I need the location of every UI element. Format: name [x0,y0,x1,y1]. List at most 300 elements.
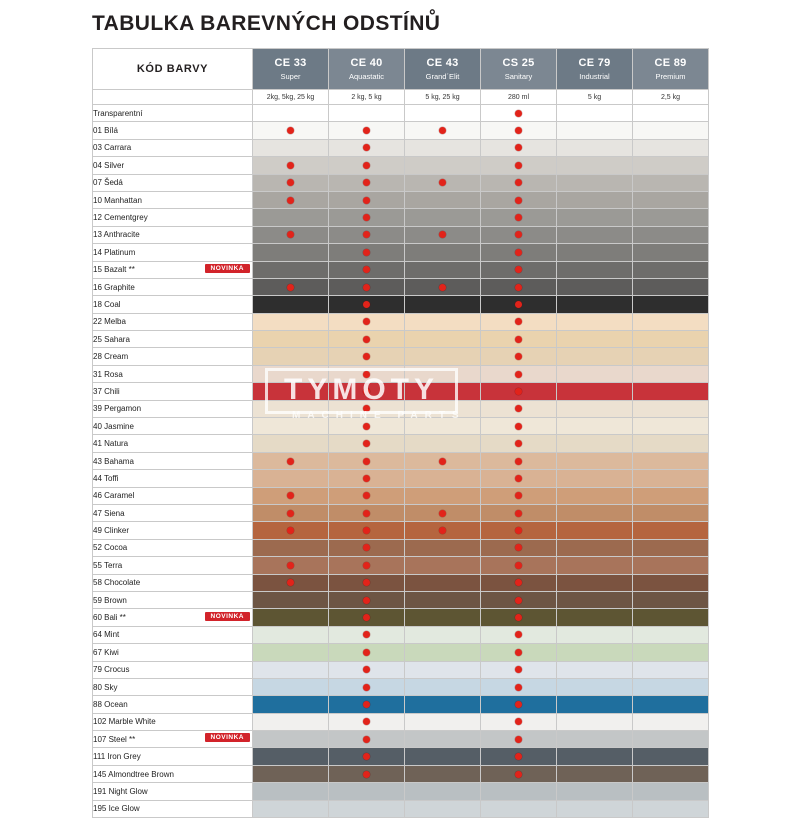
swatch-cell [557,452,633,469]
swatch-cell [633,435,709,452]
swatch-cell [329,731,405,748]
color-name-cell [93,644,253,661]
swatch-cell [253,696,329,713]
swatch-cell [253,470,329,487]
swatch-cell [253,122,329,139]
swatch-cell [329,522,405,539]
swatch-cell [253,609,329,626]
color-name-label: 03 Carrara [93,143,132,153]
table-row [93,557,709,574]
color-name-cell [93,678,253,695]
swatch-cell [329,800,405,817]
swatch-cell [557,400,633,417]
swatch-cell [557,731,633,748]
swatch-cell [329,661,405,678]
table-row [93,713,709,730]
product-code: CE 43 [426,56,459,69]
color-name-label: 39 Pergamon [93,404,142,414]
availability-dot [363,562,370,569]
swatch-cell [253,191,329,208]
swatch-cell [633,644,709,661]
header-row [93,49,709,90]
color-name-cell [93,139,253,156]
availability-dot [363,718,370,725]
table-row [93,261,709,278]
color-name-cell [93,626,253,643]
swatch-cell [329,678,405,695]
color-name-label: 31 Rosa [93,369,123,379]
color-name-cell [93,278,253,295]
swatch-cell [253,731,329,748]
swatch-cell [329,626,405,643]
color-name-cell [93,105,253,122]
color-name-cell [93,661,253,678]
availability-dot [363,179,370,186]
swatch-cell [481,331,557,348]
table-row [93,331,709,348]
swatch-cell [633,783,709,800]
swatch-cell [329,591,405,608]
swatch-cell [557,244,633,261]
availability-dot [363,144,370,151]
availability-dot [515,597,522,604]
swatch-cell [481,470,557,487]
availability-dot [287,579,294,586]
availability-dot [287,197,294,204]
color-name-label: 52 Cocoa [93,543,128,553]
swatch-cell [329,452,405,469]
swatch-cell [253,400,329,417]
availability-dot [515,666,522,673]
swatch-cell [329,557,405,574]
availability-dot [439,231,446,238]
color-name-cell [93,261,253,278]
swatch-cell [329,504,405,521]
swatch-cell [633,105,709,122]
swatch-cell [481,296,557,313]
swatch-cell [633,591,709,608]
availability-dot [363,510,370,517]
table-row [93,313,709,330]
color-name-cell [93,765,253,782]
table-row [93,661,709,678]
availability-dot [515,736,522,743]
color-name-label: 14 Platinum [93,247,136,257]
swatch-cell [633,209,709,226]
color-name-label: 55 Terra [93,560,123,570]
swatch-cell [633,139,709,156]
color-name-cell [93,539,253,556]
swatch-cell [481,400,557,417]
swatch-cell [557,644,633,661]
availability-dot [363,249,370,256]
table-row [93,522,709,539]
swatch-cell [405,591,481,608]
swatch-cell [405,191,481,208]
color-name-label: 16 Graphite [93,282,135,292]
table-row [93,470,709,487]
swatch-cell [633,365,709,382]
availability-dot [515,440,522,447]
swatch-cell [253,644,329,661]
table-row [93,678,709,695]
swatch-cell [405,348,481,365]
table-row [93,209,709,226]
availability-dot [515,318,522,325]
availability-dot [287,562,294,569]
swatch-cell [633,452,709,469]
table-row [93,539,709,556]
availability-dot [363,701,370,708]
availability-dot [515,684,522,691]
swatch-cell [481,174,557,191]
swatch-cell [481,452,557,469]
availability-dot [515,701,522,708]
color-name-label: 10 Manhattan [93,195,142,205]
swatch-cell [253,800,329,817]
product-code: CE 89 [654,56,687,69]
swatch-cell [253,539,329,556]
availability-dot [363,301,370,308]
header-product-ce33 [253,49,329,90]
color-name-cell [93,157,253,174]
swatch-cell [329,783,405,800]
swatch-cell [405,609,481,626]
swatch-cell [329,609,405,626]
swatch-cell [405,661,481,678]
swatch-cell [329,105,405,122]
color-name-label: 58 Chocolate [93,578,141,588]
swatch-cell [329,191,405,208]
product-name: Sanitary [504,71,533,81]
swatch-cell [329,487,405,504]
color-name-cell [93,609,253,626]
availability-dot [439,179,446,186]
availability-dot [515,753,522,760]
table-row [93,696,709,713]
swatch-cell [633,765,709,782]
availability-dot [287,527,294,534]
swatch-cell [405,765,481,782]
swatch-cell [405,783,481,800]
color-name-label: 49 Clinker [93,526,130,536]
availability-dot [363,631,370,638]
color-name-label: 59 Brown [93,595,127,605]
table-row [93,400,709,417]
swatch-cell [633,174,709,191]
swatch-cell [329,713,405,730]
product-name: Grand´Elit [425,71,460,81]
color-name-cell [93,731,253,748]
swatch-cell [557,626,633,643]
swatch-cell [329,435,405,452]
availability-dot [515,144,522,151]
swatch-cell [405,504,481,521]
availability-dot [363,353,370,360]
table-row [93,435,709,452]
swatch-cell [481,261,557,278]
swatch-cell [633,400,709,417]
watermark-logo: TYMOTY [265,368,458,414]
swatch-cell [481,609,557,626]
color-name-cell [93,696,253,713]
swatch-cell [557,191,633,208]
availability-dot [439,458,446,465]
swatch-cell [253,713,329,730]
color-name-label: 12 Cementgrey [93,213,148,223]
availability-dot [515,527,522,534]
availability-dot [439,527,446,534]
swatch-cell [329,331,405,348]
swatch-cell [481,800,557,817]
table-row [93,383,709,400]
swatch-cell [405,435,481,452]
color-name-label: 47 Siena [93,508,125,518]
availability-dot [515,110,522,117]
swatch-cell [557,383,633,400]
color-table [92,48,709,818]
swatch-cell [557,713,633,730]
availability-dot [515,510,522,517]
swatch-cell [405,174,481,191]
swatch-cell [405,713,481,730]
swatch-cell [329,539,405,556]
swatch-cell [633,626,709,643]
availability-dot [363,371,370,378]
table-row [93,626,709,643]
swatch-cell [633,800,709,817]
swatch-cell [633,696,709,713]
swatch-cell [557,539,633,556]
availability-dot [363,336,370,343]
swatch-cell [329,209,405,226]
swatch-cell [633,244,709,261]
swatch-cell [633,504,709,521]
swatch-cell [481,713,557,730]
color-name-cell [93,783,253,800]
table-row [93,191,709,208]
table-row [93,765,709,782]
swatch-cell [329,644,405,661]
swatch-cell [481,678,557,695]
color-name-label: 79 Crocus [93,665,130,675]
swatch-cell [633,713,709,730]
swatch-cell [557,783,633,800]
swatch-cell [633,418,709,435]
swatch-cell [557,261,633,278]
availability-dot [363,597,370,604]
swatch-cell [481,122,557,139]
availability-dot [515,423,522,430]
availability-dot [287,179,294,186]
availability-dot [363,544,370,551]
table-row [93,800,709,817]
table-row [93,591,709,608]
swatch-cell [405,157,481,174]
availability-dot [363,284,370,291]
availability-dot [515,231,522,238]
color-name-cell [93,296,253,313]
swatch-cell [557,678,633,695]
swatch-cell [253,557,329,574]
swatch-cell [405,226,481,243]
swatch-cell [633,470,709,487]
sizes-ce40: 2 kg, 5 kg [329,90,405,105]
color-name-cell [93,713,253,730]
swatch-cell [481,557,557,574]
swatch-cell [481,765,557,782]
availability-dot [515,371,522,378]
table-row [93,226,709,243]
color-name-cell [93,331,253,348]
swatch-cell [253,313,329,330]
availability-dot [515,284,522,291]
color-name-label: 80 Sky [93,682,118,692]
availability-dot [439,510,446,517]
product-code: CE 40 [350,56,383,69]
header-product-ce40 [329,49,405,90]
availability-dot [363,579,370,586]
color-name-cell [93,400,253,417]
table-row [93,731,709,748]
color-name-label: 18 Coal [93,299,121,309]
swatch-cell [557,226,633,243]
availability-dot [287,231,294,238]
availability-dot [363,423,370,430]
availability-dot [287,127,294,134]
availability-dot [515,562,522,569]
availability-dot [439,284,446,291]
swatch-cell [481,226,557,243]
availability-dot [363,771,370,778]
availability-dot [515,301,522,308]
availability-dot [363,388,370,395]
swatch-cell [557,435,633,452]
color-name-label: 25 Sahara [93,334,130,344]
color-name-cell [93,452,253,469]
availability-dot [363,736,370,743]
swatch-cell [253,278,329,295]
availability-dot [515,336,522,343]
swatch-cell [405,800,481,817]
swatch-cell [557,296,633,313]
swatch-cell [405,696,481,713]
color-name-label: 04 Silver [93,160,125,170]
color-name-label: 44 Toffi [93,473,119,483]
swatch-cell [481,591,557,608]
swatch-cell [253,139,329,156]
swatch-cell [329,383,405,400]
availability-dot [515,197,522,204]
table-row [93,105,709,122]
swatch-cell [633,296,709,313]
table-row [93,783,709,800]
swatch-cell [329,696,405,713]
availability-dot [515,127,522,134]
availability-dot [515,353,522,360]
availability-dot [287,284,294,291]
availability-dot [515,475,522,482]
availability-dot [515,631,522,638]
swatch-cell [405,278,481,295]
swatch-cell [633,331,709,348]
table-row [93,609,709,626]
product-name: Aquastatic [348,71,385,81]
swatch-cell [557,765,633,782]
availability-dot [363,440,370,447]
swatch-cell [405,209,481,226]
availability-dot [515,649,522,656]
swatch-cell [405,731,481,748]
availability-dot [287,458,294,465]
product-code: CE 33 [274,56,307,69]
availability-dot [363,684,370,691]
swatch-cell [405,418,481,435]
sizes-cs25: 280 ml [481,90,557,105]
color-name-label: 13 Anthracite [93,230,140,240]
color-name-cell [93,748,253,765]
sizes-ce79: 5 kg [557,90,633,105]
sizes-ce33: 2kg, 5kg, 25 kg [253,90,329,105]
swatch-cell [557,278,633,295]
swatch-cell [481,539,557,556]
swatch-cell [405,105,481,122]
swatch-cell [329,139,405,156]
color-name-label: Transparentní [93,108,143,118]
swatch-cell [633,383,709,400]
swatch-cell [405,383,481,400]
availability-dot [287,162,294,169]
table-row [93,348,709,365]
color-name-label: 111 Iron Grey [93,752,141,762]
swatch-cell [405,244,481,261]
swatch-cell [633,661,709,678]
swatch-cell [557,522,633,539]
table-row [93,244,709,261]
swatch-cell [405,539,481,556]
swatch-cell [557,470,633,487]
swatch-cell [405,296,481,313]
table-row [93,574,709,591]
swatch-cell [557,105,633,122]
swatch-cell [405,313,481,330]
availability-dot [363,214,370,221]
sizes-empty-cell [93,90,253,105]
color-name-label: 01 Bílá [93,126,118,136]
swatch-cell [405,644,481,661]
swatch-cell [557,313,633,330]
swatch-cell [253,209,329,226]
availability-dot [363,405,370,412]
swatch-cell [633,731,709,748]
availability-dot [363,318,370,325]
swatch-cell [481,731,557,748]
swatch-cell [329,261,405,278]
swatch-cell [329,748,405,765]
swatch-cell [481,626,557,643]
swatch-cell [633,191,709,208]
color-name-label: 40 Jasmine [93,421,134,431]
color-name-label: 28 Cream [93,352,129,362]
swatch-cell [557,139,633,156]
swatch-cell [405,557,481,574]
header-product-ce43 [405,49,481,90]
swatch-cell [481,157,557,174]
swatch-cell [329,400,405,417]
color-name-label: 22 Melba [93,317,126,327]
availability-dot [515,388,522,395]
sizes-ce89: 2,5 kg [633,90,709,105]
